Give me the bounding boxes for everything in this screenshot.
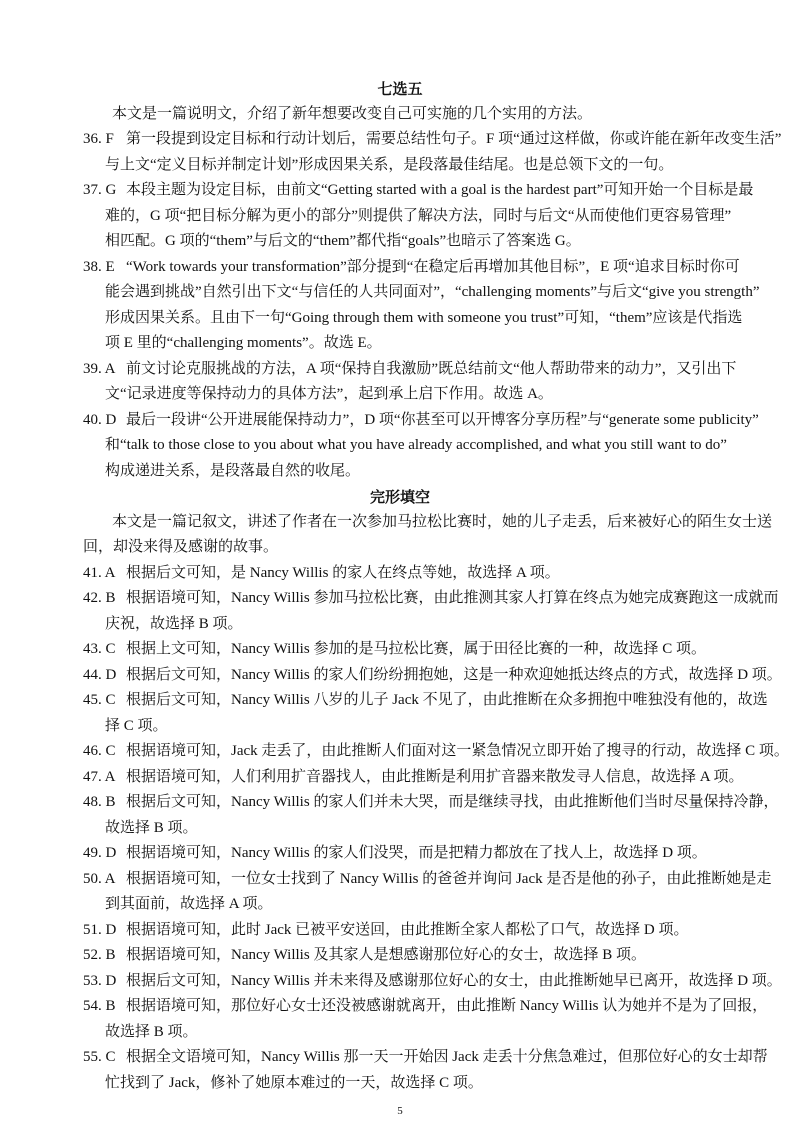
answer-explanation-line: 择 C 项。 (105, 717, 168, 734)
answer-explanation-line: 第一段提到设定目标和行动计划后，需要总结性句子。F 项“通过这样做，你或许能在新年改变生活” (126, 131, 782, 147)
answer-number: 48. B (83, 794, 116, 810)
answer-explanation-line: 和“talk to those close to you about what you have already accomplished, and what you still want to do” (105, 437, 727, 453)
answer-number: 42. B (83, 590, 116, 606)
answer-number: 39. A (83, 360, 116, 377)
answer-explanation-line: 根据后文可知，Nancy Willis 的家人们并未大哭，而是继续寻找，由此推断他们当时尽量保持冷静， (126, 794, 779, 810)
answer-explanation-line: 相匹配。G 项的“them”与后文的“them”都代指“goals”也暗示了答案选 G。 (105, 233, 581, 249)
answer-explanation-line: 根据语境可知，那位好心女士还没被感谢就离开，由此推断 Nancy Willis 认为她并不是为了回报， (126, 998, 768, 1014)
answer-number: 51. D (83, 921, 117, 938)
intro-line: 回，却没来得及感谢的故事。 (83, 539, 279, 555)
answer-explanation-line: 根据语境可知，此时 Jack 已被平安送回，由此推断全家人都松了口气，故选择 D 项。 (126, 921, 689, 938)
answer-explanation-line: 形成因果关系。且由下一句“Going through them with someone you trust”可知，“them”应该是代指选 (105, 309, 743, 326)
intro-line: 本文是一篇说明文，介绍了新年想要改变自己可实施的几个实用的方法。 (112, 105, 593, 122)
answer-number: 50. A (83, 870, 116, 887)
answer-explanation-line: 根据语境可知，Nancy Willis 及其家人是想感谢那位好心的女士，故选择 B 项。 (126, 947, 646, 963)
intro-line: 本文是一篇记叙文，讲述了作者在一次参加马拉松比赛时，她的儿子走丢，后来被好心的陌生女士送 (112, 513, 773, 530)
answer-number: 43. C (83, 641, 116, 657)
answer-explanation-line: 根据后文可知，Nancy Willis 并未来得及感谢那位好心的女士，由此推断她早已离开，故选择 D 项。 (126, 972, 782, 989)
answer-number: 36. F (83, 131, 114, 147)
answer-number: 37. G (83, 182, 117, 198)
page-number: 5 (397, 1105, 403, 1117)
answer-explanation-line: 根据全文语境可知，Nancy Willis 那一天一开始因 Jack 走丢十分焦急难过，但那位好心的女士却帮 (126, 1049, 768, 1065)
answer-explanation-line: 能会遇到挑战”自然引出下文“与信任的人共同面对”，“challenging moments”与后文“give you strength” (105, 284, 760, 300)
answer-explanation-line: 根据语境可知，Nancy Willis 参加马拉松比赛，由此推测其家人打算在终点为她完成赛跑这一成就而 (126, 590, 779, 606)
answer-number: 46. C (83, 743, 116, 759)
answer-number: 55. C (83, 1049, 116, 1065)
answer-explanation-line: 根据后文可知，Nancy Willis 八岁的儿子 Jack 不见了，由此推断在众多拥抱中唯独没有他的，故选 (126, 692, 768, 708)
answer-explanation-line: 难的，G 项“把目标分解为更小的部分”则提供了解决方法，同时与后文“从而使他们更容易管理” (105, 207, 732, 224)
answer-number: 52. B (83, 947, 116, 963)
section-title: 完形填空 (369, 490, 430, 506)
answer-explanation-line: 项 E 里的“challenging moments”。故选 E。 (105, 335, 382, 351)
answer-number: 45. C (83, 692, 116, 708)
answer-explanation-line: 根据后文可知，Nancy Willis 的家人们纷纷拥抱她，这是一种欢迎她抵达终点的方式，故选择 D 项。 (126, 666, 782, 683)
answer-explanation-line: 到其面前，故选择 A 项。 (105, 896, 273, 912)
answer-explanation-line: 根据语境可知，Jack 走丢了，由此推断人们面对这一紧急情况立即开始了搜寻的行动，故选择 C 项。 (126, 743, 789, 759)
answer-explanation-line: 前文讨论克服挑战的方法，A 项“保持自我激励”既总结前文“他人帮助带来的动力”，又引出下 (126, 360, 737, 377)
answer-explanation-line: 根据语境可知，人们利用扩音器找人，由此推断是利用扩音器来散发寻人信息，故选择 A 项。 (126, 768, 744, 785)
answer-number: 47. A (83, 768, 116, 785)
answer-explanation-line: 文“记录进度等保持动力的具体方法”，起到承上启下作用。故选 A。 (105, 386, 553, 402)
answer-explanation-line: 故选择 B 项。 (105, 819, 198, 836)
answer-number: 49. D (83, 845, 117, 861)
answer-explanation-line: 根据上文可知，Nancy Willis 参加的是马拉松比赛，属于田径比赛的一种，故选择 C 项。 (126, 641, 706, 657)
answer-explanation-line: 庆祝，故选择 B 项。 (105, 615, 243, 632)
answer-explanation-line: 根据语境可知，Nancy Willis 的家人们没哭，而是把精力都放在了找人上，故选择 D 项。 (126, 845, 707, 861)
section-title: 七选五 (377, 82, 423, 98)
answer-number: 40. D (83, 411, 117, 428)
answer-explanation-line: 与上文“定义目标并制定计划”形成因果关系，是段落最佳结尾。也是总领下文的一句。 (105, 156, 674, 173)
answer-explanation-line: 最后一段讲“公开进展能保持动力”，D 项“你甚至可以开博客分享历程”与“generate some publicity” (126, 411, 759, 428)
answer-number: 54. B (83, 998, 116, 1014)
answer-number: 44. D (83, 666, 117, 683)
answer-number: 38. E (83, 258, 115, 275)
answer-explanation-line: 根据语境可知，一位女士找到了 Nancy Willis 的爸爸并询问 Jack 是否是他的孙子，由此推断她是走 (126, 870, 772, 887)
answer-explanation-line: 故选择 B 项。 (105, 1023, 198, 1040)
answer-explanation-line: 本段主题为设定目标，由前文“Getting started with a goal is the hardest part”可知开始一个目标是最 (126, 182, 754, 198)
answer-number: 53. D (83, 972, 117, 989)
answer-explanation-line: 构成递进关系，是段落最自然的收尾。 (105, 462, 361, 479)
answer-number: 41. A (83, 564, 116, 581)
answer-explanation-line: 忙找到了 Jack，修补了她原本难过的一天，故选择 C 项。 (105, 1074, 483, 1091)
answer-explanation-line: “Work towards your transformation”部分提到“在稳定后再增加其他目标”，E 项“追求目标时你可 (126, 258, 740, 275)
answer-explanation-line: 根据后文可知，是 Nancy Willis 的家人在终点等她，故选择 A 项。 (126, 564, 560, 581)
